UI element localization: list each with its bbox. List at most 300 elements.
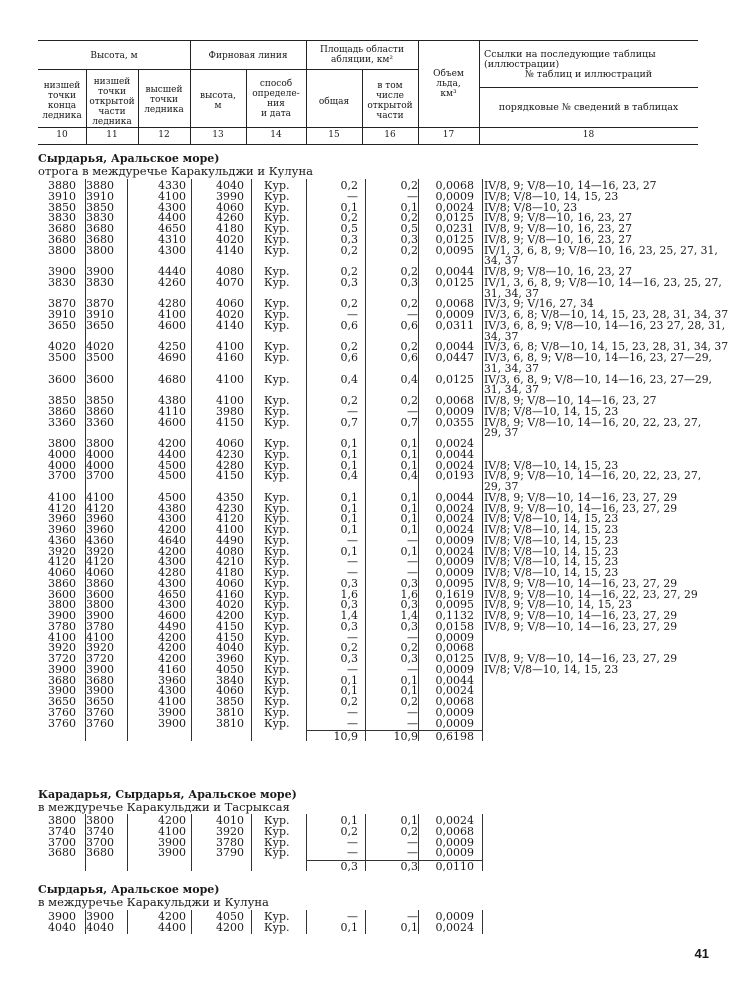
col10-cell: 3680 <box>48 232 76 246</box>
col13-cell: 4100 <box>216 340 244 354</box>
col18-cell: IV/3, 6, 8, 9; V/8—10, 14—16, 23, 27—29, <box>484 372 712 386</box>
col11-cell: 4120 <box>86 501 114 515</box>
column-rule <box>306 179 307 741</box>
colnum: 15 <box>328 130 340 140</box>
col18-cell: IV/3, 6, 8; V/8—10, 14, 15, 23, 28, 31, 34, 37 <box>484 308 729 321</box>
table-row <box>38 415 702 429</box>
col15-cell: 0,2 <box>340 340 358 354</box>
col17-cell: 0,0024 <box>435 814 474 827</box>
col18-cell: IV/8, 9; V/8—10, 14—16, 23, 27, 29 <box>484 490 678 504</box>
col15-cell: 0,7 <box>340 415 358 429</box>
col14-cell: Кур. <box>264 179 290 192</box>
col15-cell: 0,1 <box>340 490 358 504</box>
col12-cell: 4200 <box>158 523 186 536</box>
col15-cell: 0,1 <box>340 673 358 687</box>
col12-cell: 4200 <box>158 910 186 923</box>
col15-cell: 0,3 <box>340 232 358 246</box>
col14-cell: Кур. <box>264 523 290 536</box>
col14-cell: Кур. <box>264 211 290 225</box>
table-row <box>38 673 698 687</box>
col11-cell: 3900 <box>86 662 114 676</box>
col18-cell: IV/8; V/8—10, 14, 15, 23 <box>484 458 619 472</box>
col12-cell: 4380 <box>158 501 186 515</box>
col17-cell: 0,0095 <box>435 576 474 590</box>
col17-cell: 0,0311 <box>435 318 474 332</box>
col17-cell: 0,0009 <box>435 404 474 418</box>
col17-cell: 0,0125 <box>435 372 474 386</box>
col17-cell: 0,0044 <box>435 673 474 687</box>
col12-cell: 4400 <box>158 447 186 461</box>
col16-cell: — <box>407 705 418 719</box>
col17-cell: 0,0009 <box>435 566 474 579</box>
col13-cell: 4230 <box>216 501 244 515</box>
page-number: 41 <box>694 946 709 961</box>
col10-cell: 3880 <box>48 179 76 192</box>
table-row <box>38 469 702 483</box>
col14-cell: Кур. <box>264 340 290 354</box>
col12-cell: 4160 <box>158 662 186 676</box>
col18-cell: IV/8; V/8—10, 14, 15, 23 <box>484 404 619 418</box>
col18-cell: IV/8, 9; V/8—10, 14—16, 23, 27, 29 <box>484 501 678 515</box>
col12-cell: 4260 <box>158 275 186 289</box>
col10-cell: 3850 <box>48 200 76 214</box>
col14-cell: Кур. <box>264 684 290 698</box>
col17-cell: 0,0009 <box>435 662 474 676</box>
section2-title: Карадарья, Сырдарья, Аральское море) <box>38 788 297 801</box>
col11-cell: 4000 <box>86 447 114 461</box>
colnum: 14 <box>270 130 282 140</box>
table-row <box>38 630 698 644</box>
col11-cell: 4060 <box>86 566 114 579</box>
col13-cell: 4140 <box>216 243 244 257</box>
col16-cell: — <box>407 910 418 923</box>
col15-cell: — <box>347 555 358 569</box>
column-rule <box>306 910 307 934</box>
col11-cell: 3900 <box>86 910 114 923</box>
section3-subtitle: в междуречье Каракульджи и Кулуна <box>38 895 269 909</box>
col11-cell: 3360 <box>86 415 114 429</box>
col16-cell: 0,1 <box>400 458 418 472</box>
col14-cell: Кур. <box>264 814 290 827</box>
col18-cell: IV/3, 9; V/16, 27, 34 <box>484 297 594 311</box>
col15-cell: 0,1 <box>340 814 358 827</box>
col16-cell: 0,2 <box>400 211 418 225</box>
colnum: 12 <box>158 130 170 140</box>
col12-cell: 4200 <box>158 437 186 450</box>
col18-cell: IV/3, 6, 8, 9; V/8—10, 14—16, 23, 27—29, <box>484 351 712 364</box>
col10-cell: 3780 <box>48 619 76 633</box>
col12-cell: 4100 <box>158 695 186 708</box>
col12-cell: 4440 <box>158 265 186 278</box>
col11-cell: 3910 <box>86 189 114 203</box>
refs-group-label: Ссылки на последующие таблицы (иллюстрации) <box>484 49 656 70</box>
col10-cell: 3900 <box>48 684 76 698</box>
column-rule <box>482 179 483 741</box>
section2-subtitle: в междуречье Каракульджи и Тасрыксая <box>38 800 290 814</box>
col14-cell: Кур. <box>264 243 290 257</box>
col14-cell: Кур. <box>264 824 290 838</box>
col14-cell: Кур. <box>264 846 290 860</box>
col16-cell: 1,6 <box>400 587 418 601</box>
col12-cell: 4380 <box>158 394 186 407</box>
col12-cell: 3960 <box>158 673 186 687</box>
col14-cell: Кур. <box>264 447 290 461</box>
col10-cell: 3850 <box>48 394 76 407</box>
col13-cell: 3780 <box>216 835 244 849</box>
column-rule <box>191 910 192 934</box>
col14-cell: Кур. <box>264 533 290 547</box>
col18-cell: IV/8, 9; V/8—10, 16, 23, 27 <box>484 265 633 278</box>
col16-cell: 0,1 <box>400 437 418 450</box>
col16-cell: 0,2 <box>400 695 418 708</box>
col18-cell: IV/8, 9; V/8—10, 14—16, 23, 27 <box>484 179 657 192</box>
col16-cell: 0,3 <box>400 275 418 289</box>
col15-cell: 0,3 <box>340 275 358 289</box>
col10-cell: 4100 <box>48 490 76 504</box>
col11-cell: 3650 <box>86 318 114 332</box>
col17-cell: 0,0009 <box>435 835 474 849</box>
col17-cell: 0,0009 <box>435 846 474 860</box>
col14-cell: Кур. <box>264 695 290 708</box>
refs-sub1-label: № таблиц и иллюстраций <box>524 69 653 80</box>
col16-cell: 0,2 <box>400 394 418 407</box>
col13-cell: 4210 <box>216 555 244 569</box>
table-row <box>38 286 698 300</box>
col14-cell: Кур. <box>264 200 290 214</box>
col15-cell: 0,2 <box>340 641 358 655</box>
col14-cell: Кур. <box>264 641 290 655</box>
col12-cell: 4330 <box>158 179 186 192</box>
col16-cell: 1,4 <box>400 609 418 622</box>
col12-cell: 4490 <box>158 619 186 633</box>
col14-cell: Кур. <box>264 716 290 730</box>
col15-cell: 0,2 <box>340 211 358 225</box>
col17-cell: 0,0068 <box>435 297 474 311</box>
col14-cell: Кур. <box>264 232 290 246</box>
col17-cell: 0,0024 <box>435 523 474 536</box>
col13-cell: 4060 <box>216 297 244 311</box>
col14-cell: Кур. <box>264 351 290 364</box>
col10-cell: 3800 <box>48 437 76 450</box>
col11-cell: 3850 <box>86 200 114 214</box>
col13-cell: 4160 <box>216 587 244 601</box>
col16-cell: — <box>407 716 418 730</box>
col10-cell: 3910 <box>48 308 76 321</box>
col15-cell: 0,2 <box>340 297 358 311</box>
col10-cell: 3680 <box>48 673 76 687</box>
col11-cell: 3500 <box>86 351 114 364</box>
col17-cell: 0,0024 <box>435 458 474 472</box>
col15-label: общая <box>318 97 350 107</box>
col11-cell: 3680 <box>86 673 114 687</box>
col18-cell: IV/8; V/8—10, 14, 15, 23 <box>484 555 619 569</box>
table-row <box>38 372 712 386</box>
col15-cell: 0,3 <box>340 576 358 590</box>
col17-label: Объем льда, км³ <box>433 69 464 99</box>
column-rule <box>418 179 419 741</box>
col17-cell: 0,0068 <box>435 695 474 708</box>
col11-cell: 3910 <box>86 308 114 321</box>
col12-cell: 4300 <box>158 243 186 257</box>
table-row <box>38 705 698 719</box>
col16-cell: — <box>407 835 418 849</box>
col14-cell: Кур. <box>264 835 290 849</box>
column-rule <box>365 179 366 741</box>
col12-cell: 4300 <box>158 200 186 214</box>
col13-cell: 4230 <box>216 447 244 461</box>
col12-cell: 4200 <box>158 544 186 558</box>
col13-cell: 3790 <box>216 846 244 860</box>
col10-cell: 3800 <box>48 814 76 827</box>
col10-cell: 3760 <box>48 705 76 719</box>
col18-cell: IV/8, 9; V/8—10, 14—16, 23, 27, 29 <box>484 576 678 590</box>
col12-cell: 4300 <box>158 555 186 569</box>
col15-cell: — <box>347 533 358 547</box>
col12-cell: 4650 <box>158 587 186 601</box>
col14-cell: Кур. <box>264 372 290 386</box>
col11-cell: 3680 <box>86 846 114 860</box>
column-rule <box>191 179 192 741</box>
col13-cell: 3960 <box>216 652 244 665</box>
table-row <box>38 351 712 364</box>
table-row <box>38 697 698 708</box>
col10-cell: 4120 <box>48 555 76 569</box>
col16-cell: 0,1 <box>400 544 418 558</box>
col13-cell: 4490 <box>216 533 244 547</box>
col18-cell: IV/8; V/8—10, 14, 15, 23 <box>484 544 619 558</box>
col14-cell: Кур. <box>264 705 290 719</box>
col11-cell: 3880 <box>86 179 114 192</box>
col17-cell: 0,0068 <box>435 824 474 838</box>
col10-cell: 3900 <box>48 910 76 923</box>
col12-cell: 4600 <box>158 415 186 429</box>
col13-cell: 4180 <box>216 222 244 235</box>
col17-cell: 0,0009 <box>435 533 474 547</box>
col12-cell: 3900 <box>158 716 186 730</box>
col13-cell: 4060 <box>216 437 244 450</box>
col17-cell: 0,0009 <box>435 555 474 569</box>
colnum: 10 <box>56 130 68 140</box>
col15-cell: — <box>347 630 358 644</box>
col11-cell: 3960 <box>86 512 114 526</box>
col13-cell: 4280 <box>216 458 244 472</box>
col14-cell: Кур. <box>264 490 290 504</box>
col17-cell: 0,0095 <box>435 243 474 257</box>
col16-cell: 0,7 <box>400 415 418 429</box>
col14-cell: Кур. <box>264 512 290 526</box>
col14-cell: Кур. <box>264 673 290 687</box>
col14-cell: Кур. <box>264 275 290 289</box>
col15-cell: 0,1 <box>340 501 358 515</box>
col11-cell: 3850 <box>86 394 114 407</box>
column-rule <box>365 910 366 934</box>
totals-row <box>38 732 698 743</box>
col16-cell: 0,4 <box>400 469 418 483</box>
col10-cell: 3680 <box>48 846 76 860</box>
col10-cell: 4020 <box>48 340 76 354</box>
col13-cell: 3840 <box>216 673 244 687</box>
col12-label: высшей точки ледника <box>144 85 184 115</box>
column-rule <box>251 910 252 934</box>
col16-cell: 0,1 <box>400 814 418 827</box>
col11-cell: 4020 <box>86 340 114 354</box>
col18-cell: IV/8, 9; V/8—10, 14—16, 22, 23, 27, 29 <box>484 587 698 601</box>
col14-cell: Кур. <box>264 415 290 429</box>
col15-cell: — <box>347 404 358 418</box>
col13-cell: 4060 <box>216 576 244 590</box>
col14-cell: Кур. <box>264 394 290 407</box>
col11-cell: 3700 <box>86 835 114 849</box>
col13-cell: 4150 <box>216 469 244 483</box>
col12-cell: 4300 <box>158 598 186 612</box>
col13-cell: 4020 <box>216 308 244 321</box>
col11-cell: 3760 <box>86 716 114 730</box>
col12-cell: 4300 <box>158 576 186 590</box>
col18-cell: IV/8, 9; V/8—10, 14—16, 20, 22, 23, 27, <box>484 469 702 483</box>
col12-cell: 4100 <box>158 824 186 838</box>
col11-cell: 3680 <box>86 222 114 235</box>
col14-cell: Кур. <box>264 265 290 278</box>
col13-cell: 4260 <box>216 211 244 225</box>
col12-cell: 4310 <box>158 232 186 246</box>
col13-cell: 4120 <box>216 512 244 526</box>
col18-cell: IV/1, 3, 6, 8, 9; V/8—10, 14—16, 23, 25, 27, <box>484 275 722 289</box>
col13-cell: 3850 <box>216 695 244 708</box>
col18-cell: IV/3, 6, 8; V/8—10, 14, 15, 23, 28, 31, 34, 37 <box>484 340 729 354</box>
col18-cell: IV/8, 9; V/8—10, 16, 23, 27 <box>484 211 633 225</box>
height-group-label: Высота, м <box>90 51 138 61</box>
col10-cell: 3900 <box>48 265 76 278</box>
col15-cell: — <box>347 566 358 579</box>
col10-cell: 3740 <box>48 824 76 838</box>
column-rule <box>127 910 128 934</box>
col15-cell: — <box>347 716 358 730</box>
col10-cell: 3870 <box>48 297 76 311</box>
col13-cell: 4040 <box>216 641 244 655</box>
col15-cell: 0,1 <box>340 447 358 461</box>
col10-cell: 3920 <box>48 544 76 558</box>
col13-cell: 4040 <box>216 179 244 192</box>
col18-cell: 31, 34, 37 <box>484 361 539 375</box>
col11-cell: 4120 <box>86 555 114 569</box>
col13-cell: 4160 <box>216 351 244 364</box>
col17-cell: 0,0193 <box>435 469 474 483</box>
col12-cell: 4200 <box>158 630 186 644</box>
col11-cell: 3800 <box>86 437 114 450</box>
col11-cell: 3800 <box>86 243 114 257</box>
col12-cell: 4280 <box>158 566 186 579</box>
col12-cell: 4600 <box>158 609 186 622</box>
col17-cell: 0,0158 <box>435 619 474 633</box>
col12-cell: 4250 <box>158 340 186 354</box>
table-row <box>38 912 698 923</box>
col17-cell: 0,0044 <box>435 265 474 278</box>
col10-cell: 3900 <box>48 662 76 676</box>
col11-cell: 3780 <box>86 619 114 633</box>
col13-cell: 4100 <box>216 372 244 386</box>
col18-cell: IV/8, 9; V/8—10, 14—16, 23, 27, 29 <box>484 609 678 622</box>
table-row <box>38 318 726 332</box>
col11-cell: 3830 <box>86 275 114 289</box>
col11-cell: 3900 <box>86 684 114 698</box>
col13-cell: 4050 <box>216 662 244 676</box>
col10-cell: 3700 <box>48 469 76 483</box>
col17-cell: 0,0447 <box>435 351 474 364</box>
col16-cell: 0,1 <box>400 490 418 504</box>
col12-cell: 3900 <box>158 705 186 719</box>
col15-cell: 0,1 <box>340 200 358 214</box>
col17-cell: 0,0024 <box>435 437 474 450</box>
col17-cell: 0,1132 <box>435 609 474 622</box>
table-row <box>38 848 698 859</box>
col13-cell: 4020 <box>216 598 244 612</box>
section1-subtitle: отрога в междуречье Каракульджи и Кулуна <box>38 164 313 178</box>
col17-cell: 0,0125 <box>435 652 474 665</box>
col10-cell: 3910 <box>48 189 76 203</box>
col11-cell: 3860 <box>86 576 114 590</box>
col16-cell: 0,2 <box>400 265 418 278</box>
total-open-area: 0,3 <box>400 860 418 873</box>
col12-cell: 4100 <box>158 189 186 203</box>
col14-cell: Кур. <box>264 555 290 569</box>
col15-cell: 0,1 <box>340 458 358 472</box>
col14-cell: Кур. <box>264 222 290 235</box>
col13-label: высота, м <box>200 91 236 111</box>
col10-cell: 3600 <box>48 587 76 601</box>
col16-cell: — <box>407 308 418 321</box>
col10-cell: 3600 <box>48 372 76 386</box>
col14-cell: Кур. <box>264 437 290 450</box>
col17-cell: 0,0024 <box>435 920 474 934</box>
colnum: 18 <box>582 130 595 140</box>
col11-cell: 3920 <box>86 641 114 655</box>
col12-cell: 4200 <box>158 641 186 655</box>
col12-cell: 4200 <box>158 652 186 665</box>
col15-cell: 0,6 <box>340 318 358 332</box>
col11-cell: 3800 <box>86 814 114 827</box>
col10-cell: 3860 <box>48 404 76 418</box>
col17-cell: 0,0009 <box>435 716 474 730</box>
col18-cell: IV/8, 9; V/8—10, 14—16, 23, 27 <box>484 394 657 407</box>
col15-cell: — <box>347 835 358 849</box>
col13-cell: 4050 <box>216 910 244 923</box>
col14-cell: Кур. <box>264 189 290 203</box>
col16-cell: 0,2 <box>400 340 418 354</box>
col17-cell: 0,0231 <box>435 222 474 235</box>
col15-cell: 0,2 <box>340 179 358 192</box>
col16-cell: 0,3 <box>400 232 418 246</box>
table-row <box>38 920 698 934</box>
col10-cell: 3650 <box>48 695 76 708</box>
col12-cell: 4600 <box>158 318 186 332</box>
col13-cell: 3980 <box>216 404 244 418</box>
colnum: 11 <box>106 130 118 140</box>
col17-cell: 0,0355 <box>435 415 474 429</box>
col10-cell: 3900 <box>48 609 76 622</box>
col16-label: в том числе открытой части <box>367 81 413 121</box>
col14-cell: Кур. <box>264 566 290 579</box>
col11-cell: 3860 <box>86 404 114 418</box>
col10-cell: 3960 <box>48 523 76 536</box>
col12-cell: 3900 <box>158 846 186 860</box>
table-row <box>38 189 698 203</box>
col13-cell: 4080 <box>216 265 244 278</box>
col11-cell: 3700 <box>86 469 114 483</box>
col14-cell: Кур. <box>264 404 290 418</box>
col13-cell: 3810 <box>216 716 244 730</box>
col15-cell: 0,4 <box>340 372 358 386</box>
section1-title: Сырдарья, Аральское море) <box>38 152 220 165</box>
